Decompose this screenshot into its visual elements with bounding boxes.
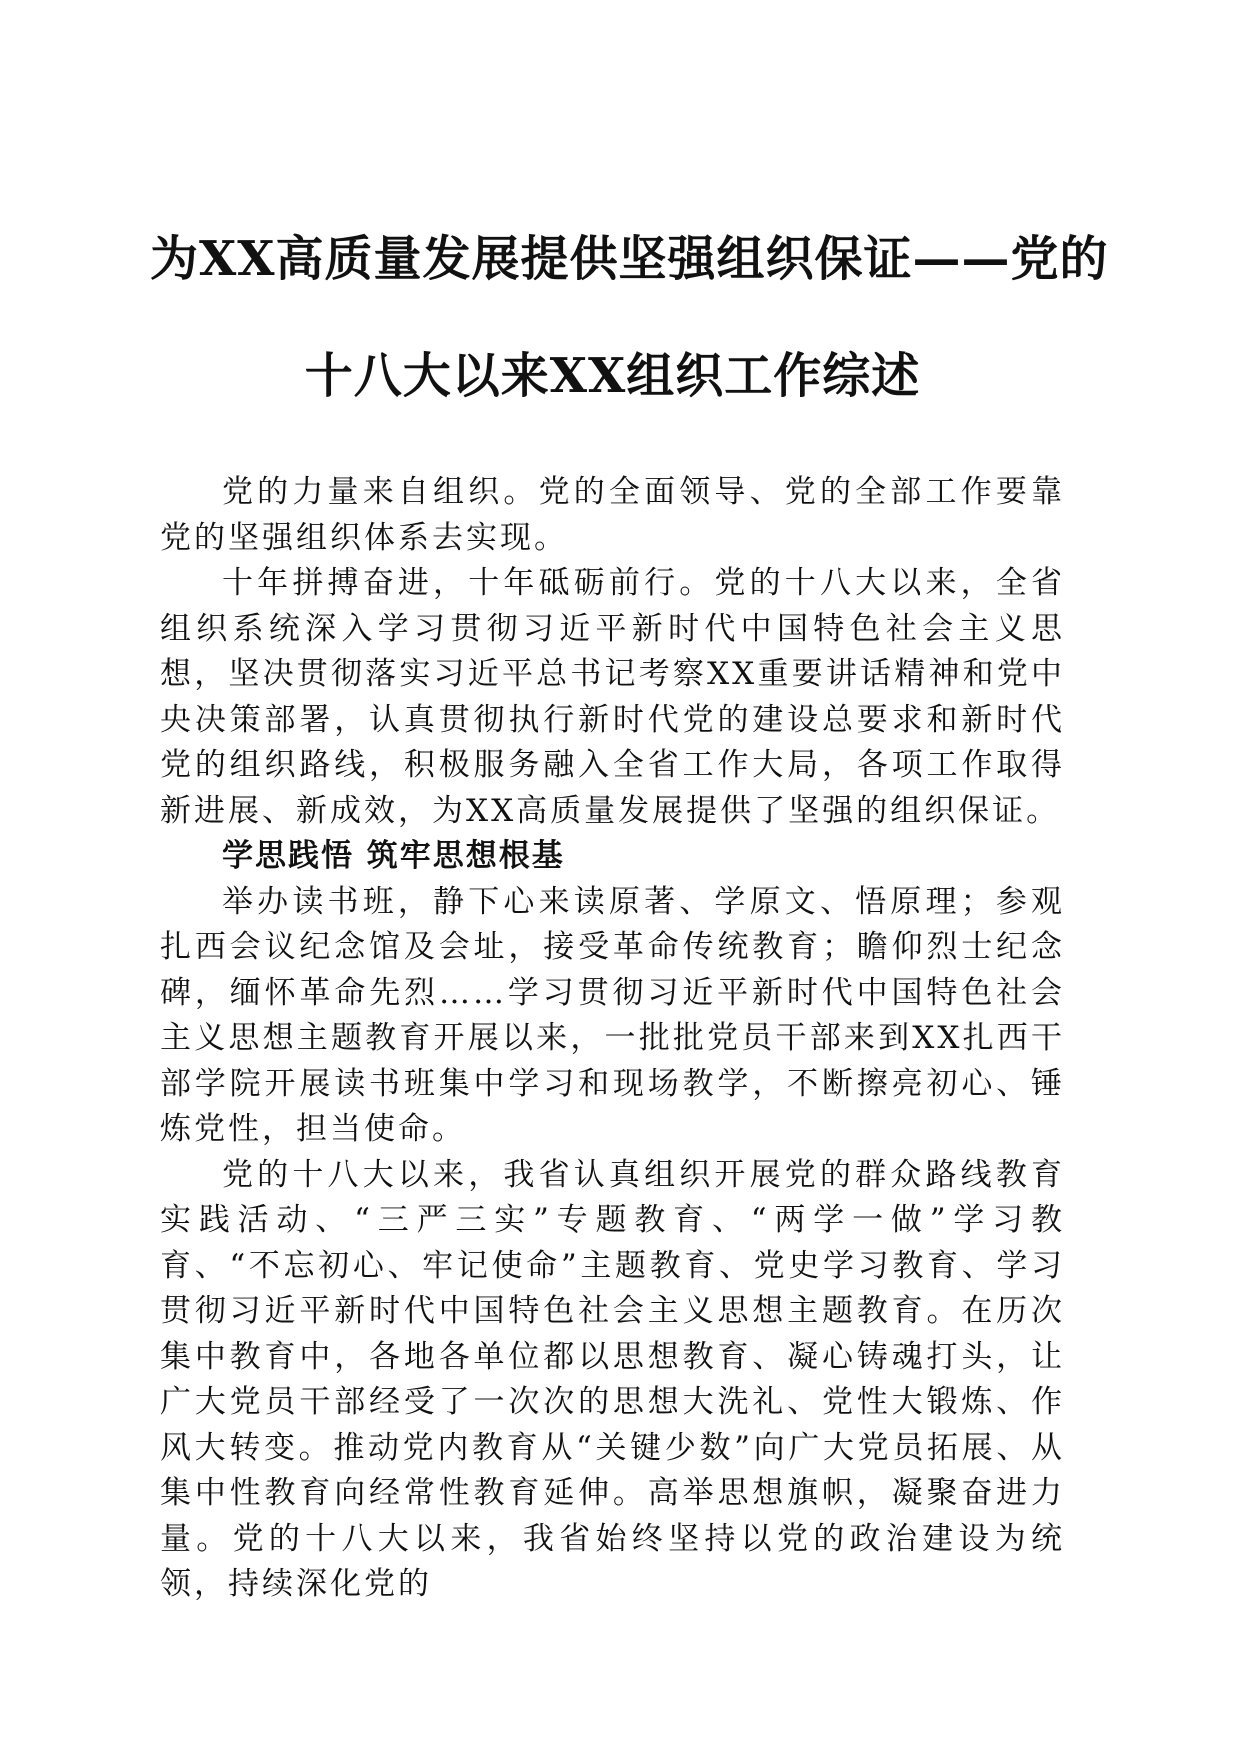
paragraph-intro: 党的力量来自组织。党的全面领导、党的全部工作要靠党的坚强组织体系去实现。 bbox=[160, 474, 1065, 556]
title-line-1: 为XX高质量发展提供坚强组织保证——党的 bbox=[150, 231, 1109, 287]
title-line-2: 十八大以来XX组织工作综述 bbox=[304, 348, 921, 404]
paragraph-education: 党的十八大以来，我省认真组织开展党的群众路线教育实践活动、“三严三实”专题教育、“两学一做”学习教育、“不忘初心、牢记使命”主题教育、党史学习教育、学习贯彻习近平新时代中国特色社会主义思想主题教育。在历次集中教育中，各地各单位都以思想教育、凝心铸魂打头，让广大党员干部经受了一次次的思想大洗礼、党性大锻炼、作风大转变。推动党内教育从“关键少数”向广大党员拓展、从集中性教育向经常性教育延伸。高举思想旗帜，凝聚奋进力量。党的十八大以来，我省始终坚持以党的政治建设为统领，持续深化党的 bbox=[160, 1156, 1065, 1602]
section-heading: 学思践悟 筑牢思想根基 bbox=[222, 838, 565, 874]
article-body bbox=[160, 470, 1065, 1608]
paragraph-reading-class: 举办读书班，静下心来读原著、学原文、悟原理；参观扎西会议纪念馆及会址，接受革命传统教育；瞻仰烈士纪念碑，缅怀革命先烈……学习贯彻习近平新时代中国特色社会主义思想主题教育开展以来，一批批党员干部来到XX扎西干部学院开展读书班集中学习和现场教学，不断擦亮初心、锤炼党性，担当使命。 bbox=[160, 883, 1065, 1147]
paragraph-summary: 十年拼搏奋进，十年砥砺前行。党的十八大以来，全省组织系统深入学习贯彻习近平新时代中国特色社会主义思想，坚决贯彻落实习近平总书记考察XX重要讲话精神和党中央决策部署，认真贯彻执行新时代党的建设总要求和新时代党的组织路线，积极服务融入全省工作大局，各项工作取得新进展、新成效，为XX高质量发展提供了坚强的组织保证。 bbox=[160, 565, 1065, 829]
